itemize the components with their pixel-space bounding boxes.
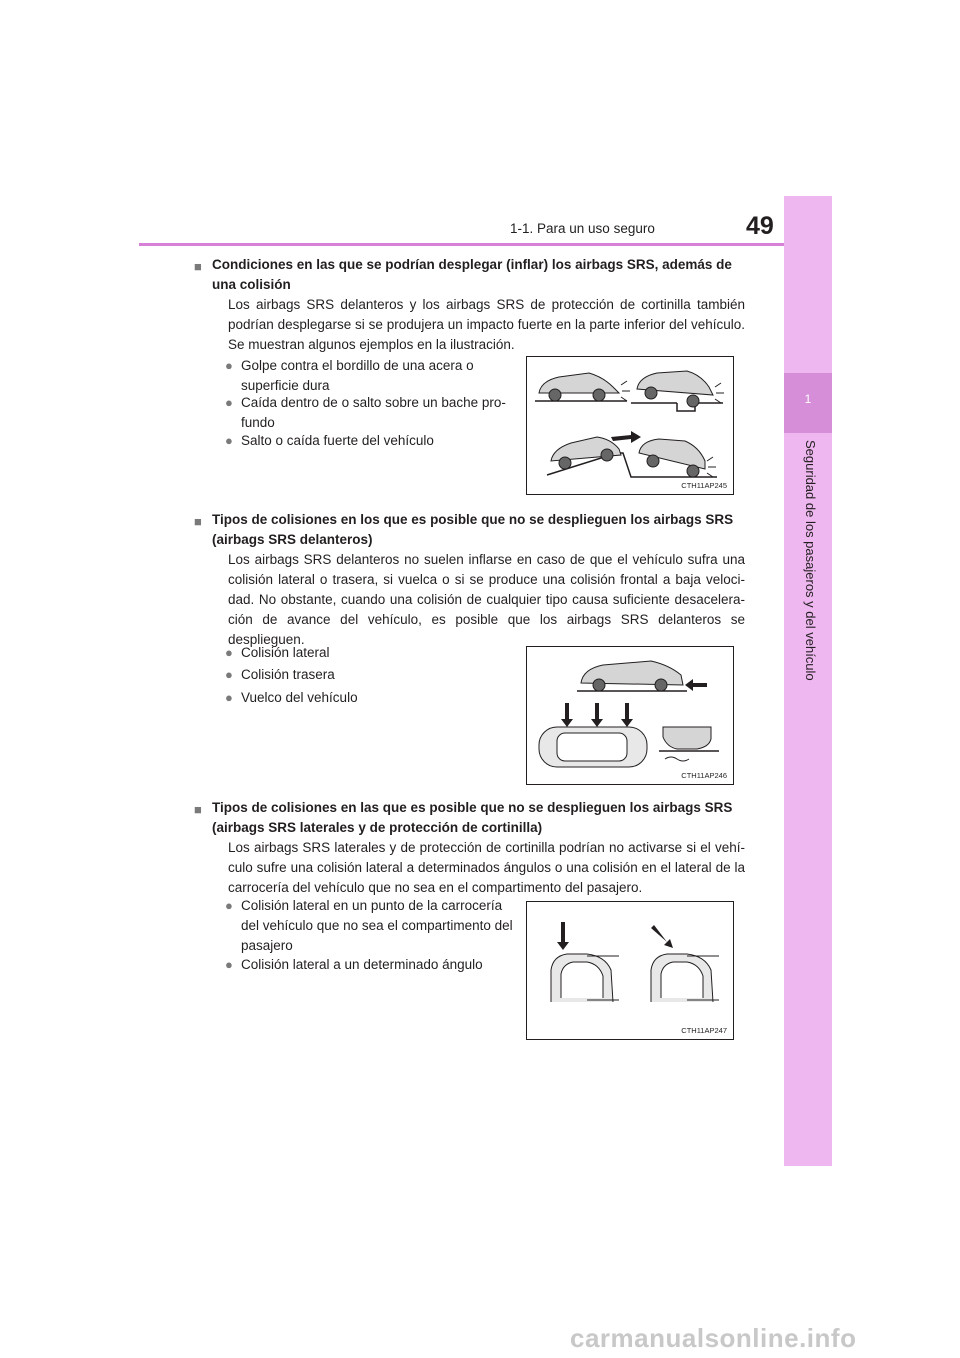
- circle-bullet-icon: ●: [225, 395, 233, 410]
- section-paragraph: Los airbags SRS delanteros y los airbags SRS de protección de cortinilla también podrían desplegarse si se produjera un impacto fuerte en la parte inferior del vehículo. Se muestran algunos ejemplos en la ilustración.: [228, 297, 745, 352]
- figure-side-angle-illustration: [526, 901, 734, 1040]
- square-bullet-icon: ■: [194, 514, 202, 529]
- figure-curb-pothole-illustration: [526, 356, 734, 495]
- circle-bullet-icon: ●: [225, 433, 233, 448]
- figure-side-rear-rollover-illustration: [526, 646, 734, 785]
- square-bullet-icon: ■: [194, 802, 202, 817]
- list-item: ● Golpe contra el bordillo de una acera o superficie dura: [225, 358, 474, 393]
- list-item: ● Colisión trasera: [228, 665, 531, 685]
- figure-code: CTH11AP247: [681, 1026, 727, 1035]
- circle-bullet-icon: ●: [225, 898, 233, 913]
- header-rule: [139, 243, 832, 246]
- site-watermark: carmanualsonline.info: [570, 1323, 857, 1353]
- page-number: 49: [746, 212, 774, 240]
- illustration-collision-types: [527, 647, 733, 784]
- section-paragraph: Los airbags SRS laterales y de protección de cortinilla podrían no activarse si el vehí-culo sufre una colisión lateral a determinados ángulos o una colisión en el lateral de la carrocería del vehículo que no sea en el compartimento del pasajero.: [228, 840, 745, 895]
- circle-bullet-icon: ●: [225, 957, 233, 972]
- circle-bullet-icon: ●: [225, 645, 233, 660]
- circle-bullet-icon: ●: [225, 358, 233, 373]
- list-item: ● Caída dentro de o salto sobre un bache pro-fundo: [225, 395, 506, 430]
- section-heading: ■ Tipos de colisiones en los que es posible que no se desplieguen los airbags SRS (airbags SRS delanteros): [194, 512, 734, 547]
- figure-code: CTH11AP245: [681, 481, 727, 490]
- list-item: ● Colisión lateral en un punto de la carrocería del vehículo que no sea el compartimento del pasajero: [225, 898, 513, 953]
- list-item: ● Colisión lateral: [228, 643, 531, 663]
- circle-bullet-icon: ●: [225, 690, 233, 705]
- list-item: ● Vuelco del vehículo: [228, 688, 531, 708]
- chapter-title: Seguridad de los pasajeros y del vehículo: [803, 440, 818, 681]
- section-heading: ■ Tipos de colisiones en las que es posible que no se desplieguen los airbags SRS (airbags SRS laterales y de protección de cortinilla): [194, 800, 733, 835]
- figure-code: CTH11AP246: [681, 771, 727, 780]
- illustration-side-impacts: [527, 902, 733, 1039]
- illustration-cars-impacts: [527, 357, 733, 494]
- section-heading: ■ Condiciones en las que se podrían desplegar (inflar) los airbags SRS, además de una colisión: [194, 257, 732, 292]
- chapter-number: 1: [804, 392, 812, 406]
- list-item: ● Colisión lateral a un determinado ángulo: [228, 955, 531, 975]
- section-paragraph: Los airbags SRS delanteros no suelen inflarse en caso de que el vehículo sufra una colisión lateral o trasera, si vuelca o si se produce una colisión frontal a baja veloci-dad. No obstante, cuando una colisión de cualquier tipo causa suficiente desacelera-ción de avance del vehículo, es posible que los airbags SRS delanteros se desplieguen.: [228, 552, 745, 647]
- list-item: ● Salto o caída fuerte del vehículo: [228, 431, 531, 451]
- running-header: 1-1. Para un uso seguro: [510, 221, 655, 236]
- circle-bullet-icon: ●: [225, 667, 233, 682]
- square-bullet-icon: ■: [194, 259, 202, 274]
